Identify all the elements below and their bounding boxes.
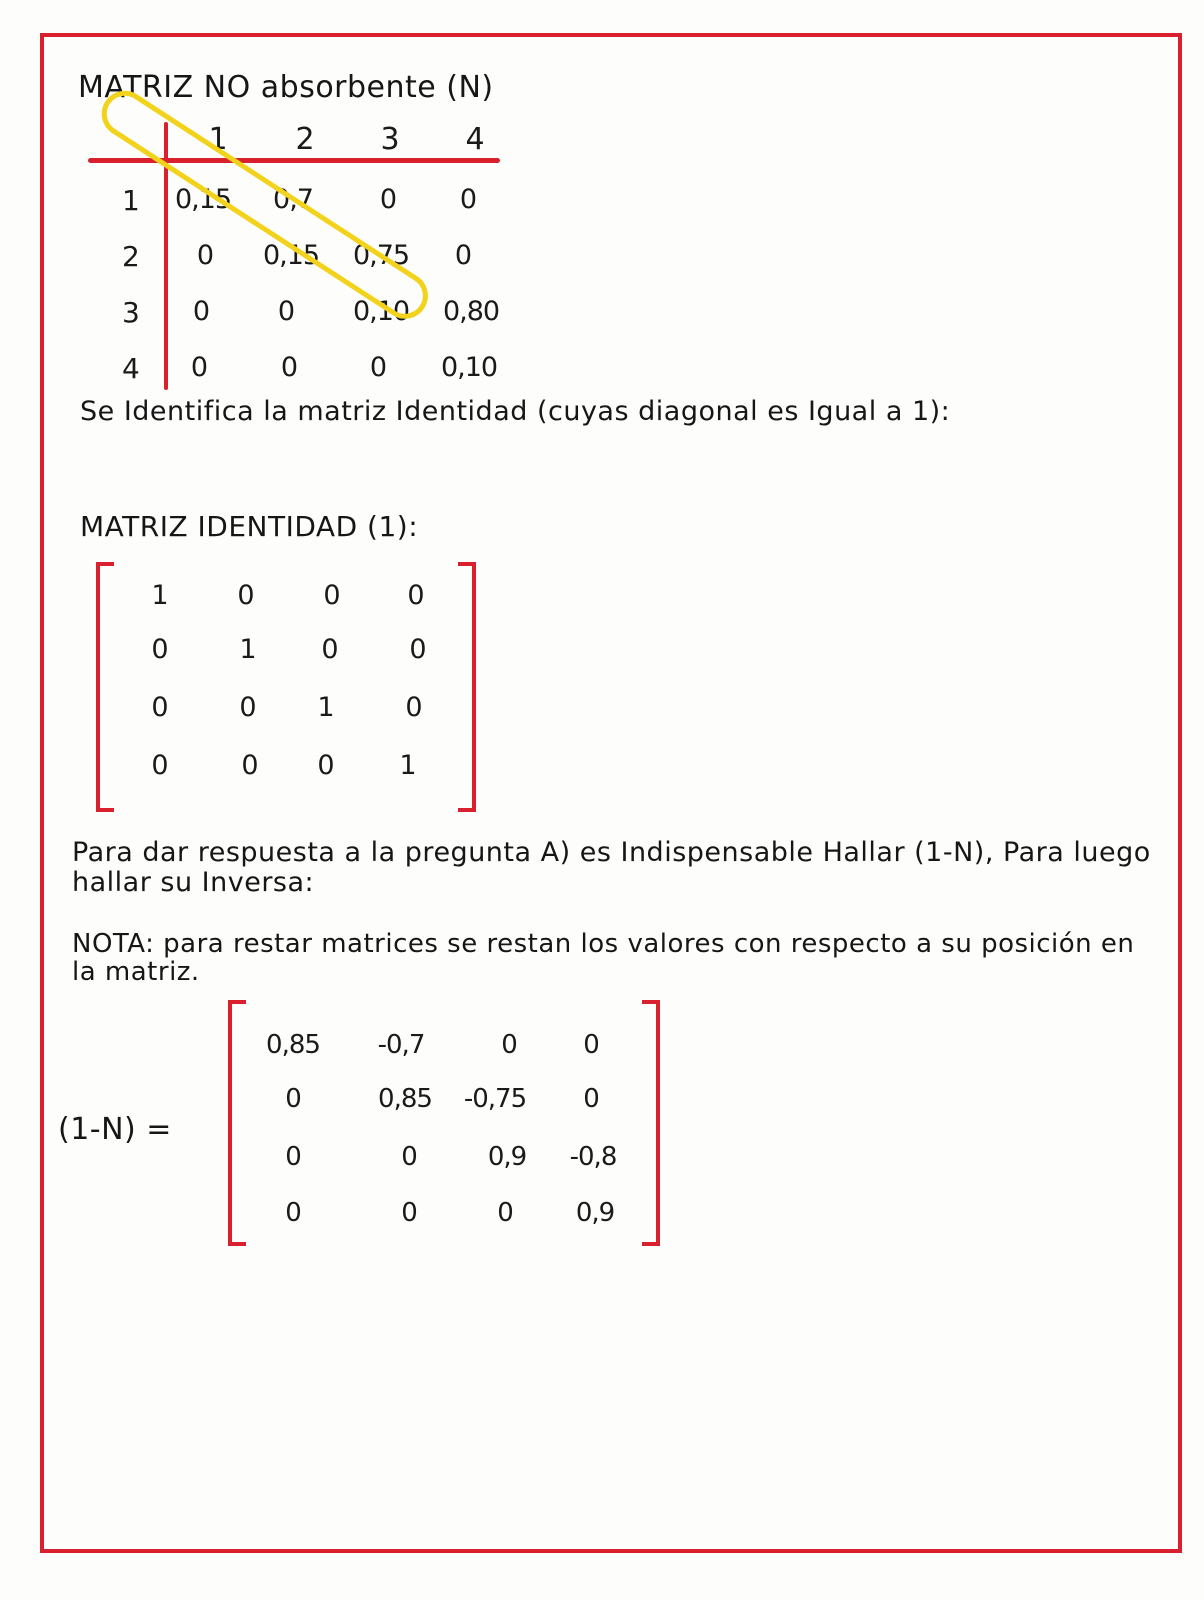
matrix-n-table — [88, 118, 503, 393]
row-header: 4 — [122, 352, 140, 385]
matrix-cell: 0 — [241, 750, 259, 781]
left-bracket — [228, 1000, 246, 1246]
table-cell: 0 — [190, 352, 208, 383]
matrix-cell: -0,8 — [569, 1142, 617, 1172]
matrix-cell: 0 — [497, 1198, 513, 1228]
matrix-cell: -0,7 — [377, 1030, 425, 1060]
matrix-cell: 0 — [409, 634, 427, 665]
right-bracket — [458, 562, 476, 812]
table-cell: 0,75 — [352, 240, 410, 271]
matrix-cell: 0 — [239, 692, 257, 723]
identity-explanation: Se Identifica la matriz Identidad (cuyas diagonal es Igual a 1): — [80, 396, 951, 427]
table-cell: 0,10 — [440, 352, 498, 383]
table-cell: 0,80 — [442, 296, 500, 327]
note-paragraph: NOTA: para restar matrices se restan los valores con respecto a su posición en la matriz. — [72, 929, 1135, 987]
matrix-cell: 0 — [151, 634, 169, 665]
row-header: 1 — [122, 184, 140, 217]
matrix-cell: 1 — [317, 692, 335, 723]
table-cell: 0 — [192, 296, 210, 327]
matrix-cell: 0 — [285, 1142, 301, 1172]
matrix-cell: 0 — [237, 580, 255, 611]
table-cell: 0,15 — [174, 184, 232, 215]
row-header: 2 — [122, 240, 140, 273]
matrix-cell: 1 — [399, 750, 417, 781]
matrix-cell: 0 — [583, 1030, 599, 1060]
table-cell: 0 — [459, 184, 477, 215]
matrix-cell: 0 — [151, 692, 169, 723]
matrix-cell: 0 — [407, 580, 425, 611]
matrix-cell: 0,85 — [378, 1084, 432, 1114]
left-bracket — [96, 562, 114, 812]
column-header: 4 — [465, 122, 485, 157]
matrix-cell: -0,75 — [463, 1084, 527, 1114]
i-minus-n-label: (1-N) = — [58, 1112, 172, 1147]
matrix-cell: 0 — [321, 634, 339, 665]
table-cell: 0 — [454, 240, 472, 271]
table-cell: 0 — [196, 240, 214, 271]
matrix-cell: 0 — [405, 692, 423, 723]
identity-matrix — [96, 562, 476, 812]
instruction-paragraph: Para dar respuesta a la pregunta A) es Indispensable Hallar (1-N), Para luego hallar su Inversa: — [72, 837, 1151, 898]
matrix-cell: 0 — [285, 1198, 301, 1228]
table-header-divider — [88, 158, 500, 163]
row-header: 3 — [122, 296, 140, 329]
table-cell: 0 — [280, 352, 298, 383]
matrix-cell: 1 — [239, 634, 257, 665]
matrix-cell: 0 — [583, 1084, 599, 1114]
matrix-cell: 1 — [151, 580, 169, 611]
column-header: 2 — [295, 122, 315, 157]
column-header: 3 — [380, 122, 400, 157]
right-bracket — [642, 1000, 660, 1246]
matrix-cell: 0 — [323, 580, 341, 611]
matrix-cell: 0 — [317, 750, 335, 781]
matrix-cell: 0 — [401, 1142, 417, 1172]
table-cell: 0 — [379, 184, 397, 215]
matrix-cell: 0 — [285, 1084, 301, 1114]
matrix-cell: 0,9 — [487, 1142, 527, 1172]
matrix-n-title: MATRIZ NO absorbente (N) — [78, 70, 494, 105]
table-cell: 0 — [277, 296, 295, 327]
table-cell: 0 — [369, 352, 387, 383]
matrix-cell: 0 — [401, 1198, 417, 1228]
table-cell: 0,10 — [352, 296, 410, 327]
matrix-cell: 0 — [501, 1030, 517, 1060]
i-minus-n-matrix — [228, 1000, 660, 1245]
matrix-cell: 0 — [151, 750, 169, 781]
table-cell: 0,7 — [273, 184, 313, 215]
column-header: 1 — [208, 122, 228, 157]
matrix-cell: 0,85 — [266, 1030, 320, 1060]
table-cell: 0,15 — [262, 240, 320, 271]
identity-matrix-title: MATRIZ IDENTIDAD (1): — [80, 510, 419, 543]
matrix-cell: 0,9 — [575, 1198, 615, 1228]
